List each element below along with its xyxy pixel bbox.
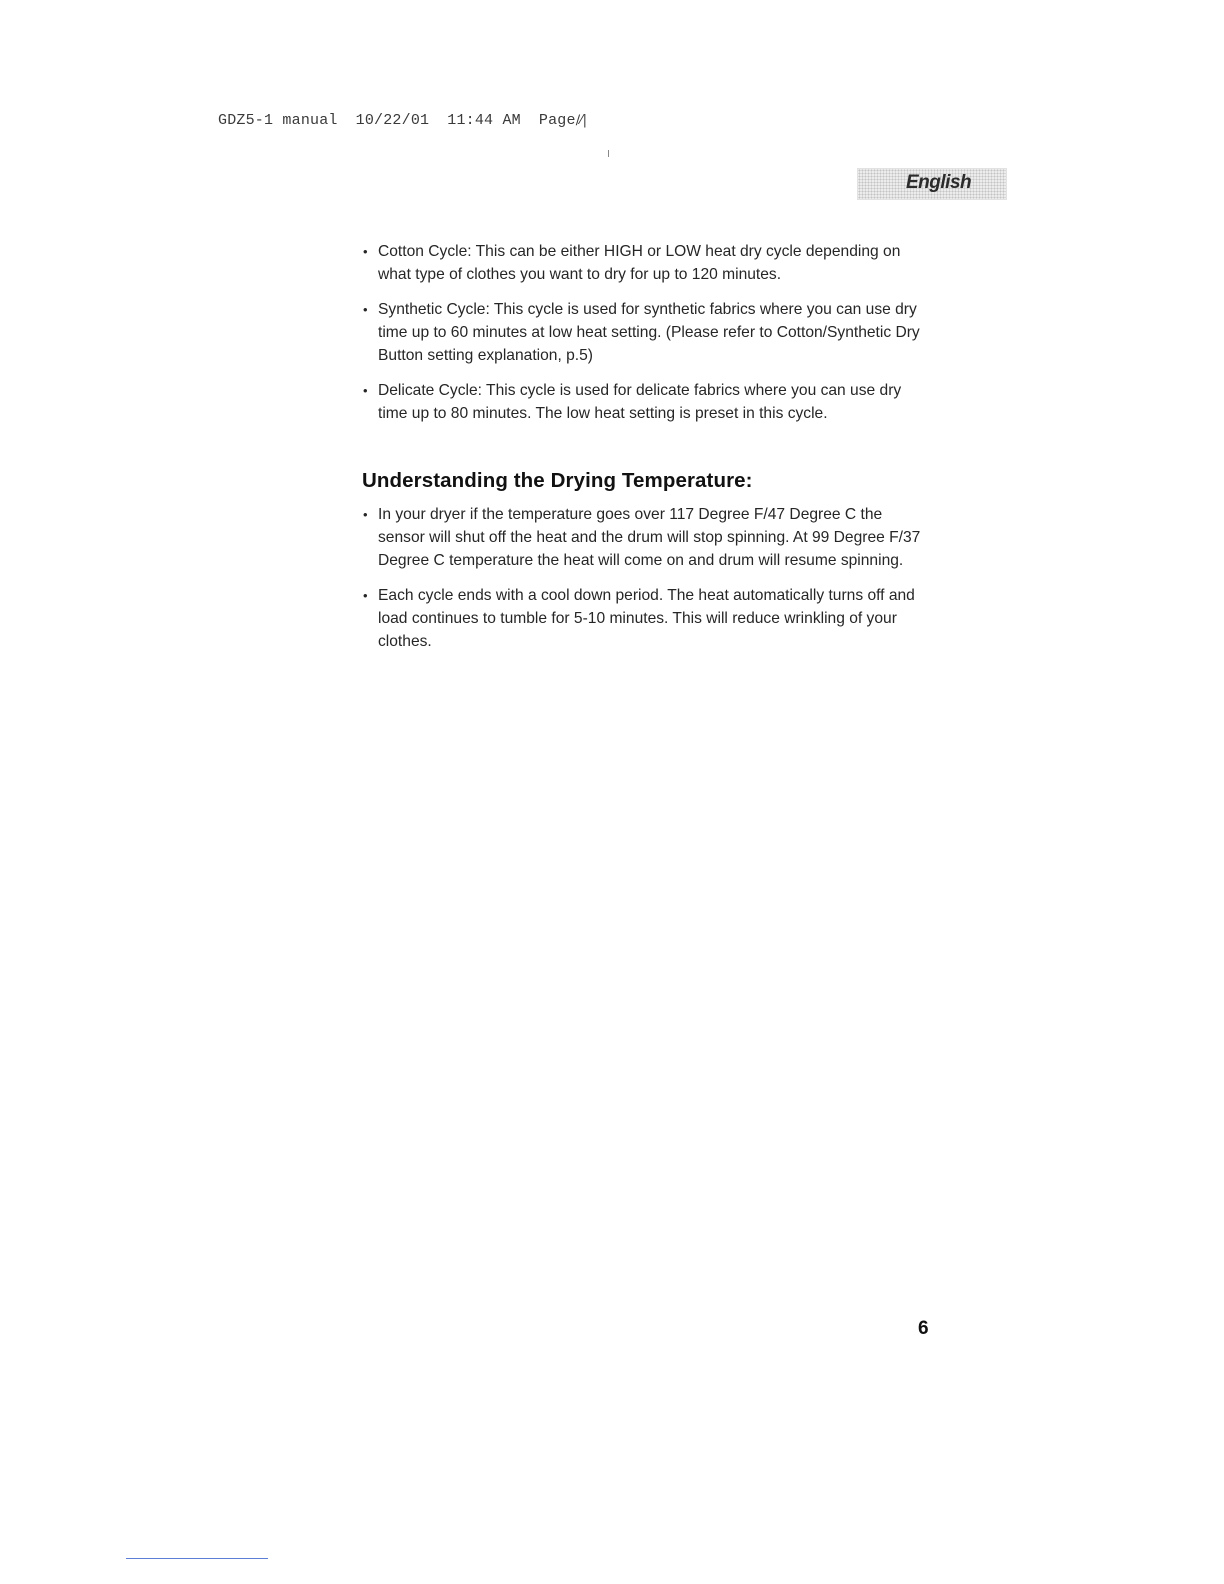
language-tab-label: English	[906, 172, 972, 193]
list-item-delicate-cycle: • Delicate Cycle: This cycle is used for delicate fabrics where you can use dry time up to 80 minutes. The low heat setting is preset in this cycle.	[362, 379, 932, 425]
section-heading-drying-temperature: Understanding the Drying Temperature:	[362, 469, 753, 492]
list-item-temperature-sensor: • In your dryer if the temperature goes over 117 Degree F/47 Degree C the sensor will shut off the heat and the drum will stop spinning. At 99 Degree F/37 Degree C temperature the heat will come on and drum will resume spinning.	[362, 503, 932, 572]
print-header-page: Page	[538, 112, 576, 129]
print-header	[218, 112, 587, 129]
page-number: 6	[918, 1318, 929, 1339]
bottom-rule	[126, 1558, 268, 1559]
list-item-synthetic-cycle: • Synthetic Cycle: This cycle is used for synthetic fabrics where you can use dry time up to 60 minutes at low heat setting. (Please refer to Cotton/Synthetic Dry Button setting explanation, p.5)	[362, 298, 932, 367]
cycle-list	[362, 240, 932, 425]
print-header-date: 10/22/01	[355, 112, 430, 129]
list-item-cotton-cycle: • Cotton Cycle: This can be either HIGH or LOW heat dry cycle depending on what type of clothes you want to dry for up to 120 minutes.	[362, 240, 932, 286]
print-header-file: GDZ5-1 manual	[218, 112, 338, 129]
header-tick-mark	[608, 150, 609, 157]
list-item-cool-down: • Each cycle ends with a cool down period. The heat automatically turns off and load continues to tumble for 5-10 minutes. This will reduce wrinkling of your clothes.	[362, 584, 932, 653]
temperature-list	[362, 503, 932, 653]
print-header-page-mark: ∕⁄|	[575, 113, 588, 128]
language-tab	[857, 168, 1007, 200]
print-header-time: 11:44 AM	[447, 112, 521, 129]
main-content	[362, 240, 932, 665]
